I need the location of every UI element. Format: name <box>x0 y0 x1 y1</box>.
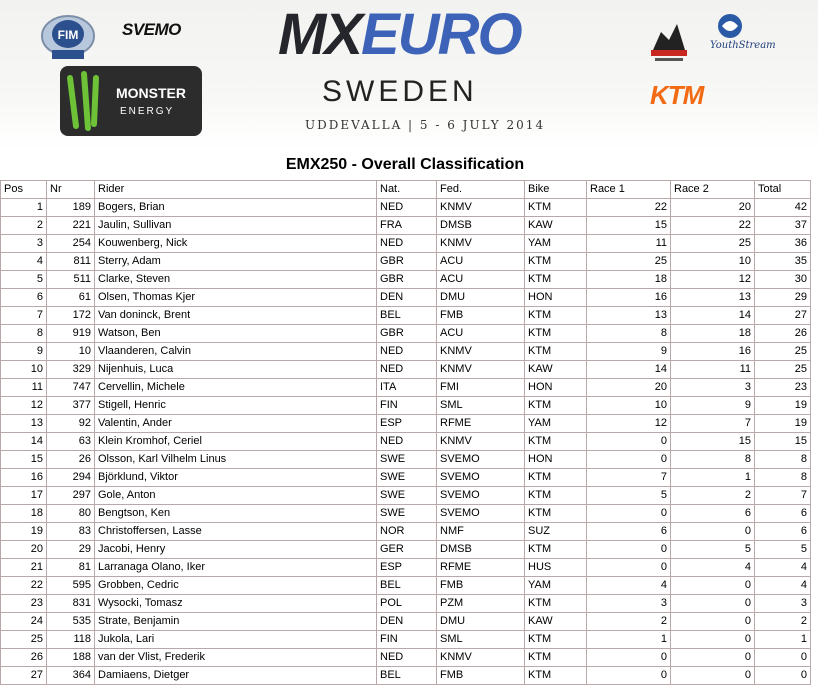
cell-nr: 63 <box>47 433 95 451</box>
svg-text:FIM: FIM <box>57 28 79 42</box>
cell-pos: 6 <box>1 289 47 307</box>
cell-bike: YAM <box>525 235 587 253</box>
cell-nr: 221 <box>47 217 95 235</box>
cell-fed: SML <box>437 397 525 415</box>
cell-fed: SVEMO <box>437 487 525 505</box>
cell-nat: BEL <box>377 307 437 325</box>
cell-nat: NED <box>377 199 437 217</box>
cell-bike: HON <box>525 451 587 469</box>
svg-text:MONSTER: MONSTER <box>116 85 186 101</box>
cell-race1: 16 <box>587 289 671 307</box>
cell-race2: 2 <box>671 487 755 505</box>
cell-nat: ITA <box>377 379 437 397</box>
table-row <box>1 667 811 685</box>
cell-bike: KTM <box>525 271 587 289</box>
monster-energy-logo <box>56 62 206 140</box>
cell-rider: Kouwenberg, Nick <box>95 235 377 253</box>
cell-fed: SVEMO <box>437 451 525 469</box>
cell-race2: 10 <box>671 253 755 271</box>
cell-rider: Gole, Anton <box>95 487 377 505</box>
cell-fed: RFME <box>437 415 525 433</box>
cell-nr: 595 <box>47 577 95 595</box>
cell-race1: 5 <box>587 487 671 505</box>
cell-race1: 1 <box>587 631 671 649</box>
table-row <box>1 433 811 451</box>
cell-total: 2 <box>755 613 811 631</box>
cell-fed: KNMV <box>437 361 525 379</box>
cell-rider: Grobben, Cedric <box>95 577 377 595</box>
cell-bike: KAW <box>525 361 587 379</box>
cell-nr: 511 <box>47 271 95 289</box>
cell-nr: 172 <box>47 307 95 325</box>
cell-total: 25 <box>755 361 811 379</box>
table-row <box>1 289 811 307</box>
cell-bike: KAW <box>525 217 587 235</box>
cell-race2: 0 <box>671 577 755 595</box>
cell-race1: 8 <box>587 325 671 343</box>
cell-total: 0 <box>755 667 811 685</box>
cell-nr: 329 <box>47 361 95 379</box>
cell-nat: SWE <box>377 487 437 505</box>
cell-pos: 15 <box>1 451 47 469</box>
table-row <box>1 649 811 667</box>
cell-race1: 0 <box>587 667 671 685</box>
column-header-rider: Rider <box>95 181 377 199</box>
cell-nr: 377 <box>47 397 95 415</box>
cell-fed: KNMV <box>437 235 525 253</box>
cell-nat: ESP <box>377 559 437 577</box>
cell-pos: 22 <box>1 577 47 595</box>
svg-text:ENERGY: ENERGY <box>120 106 175 117</box>
cell-nat: NED <box>377 433 437 451</box>
cell-total: 23 <box>755 379 811 397</box>
table-header-row <box>1 181 811 199</box>
cell-fed: FMB <box>437 667 525 685</box>
cell-bike: KTM <box>525 397 587 415</box>
cell-nr: 919 <box>47 325 95 343</box>
cell-total: 25 <box>755 343 811 361</box>
cell-race2: 1 <box>671 469 755 487</box>
cell-rider: Olsson, Karl Vilhelm Linus <box>95 451 377 469</box>
cell-race1: 20 <box>587 379 671 397</box>
cell-rider: Wysocki, Tomasz <box>95 595 377 613</box>
cell-pos: 24 <box>1 613 47 631</box>
column-header-fed: Fed. <box>437 181 525 199</box>
cell-rider: Bengtson, Ken <box>95 505 377 523</box>
table-row <box>1 523 811 541</box>
table-row <box>1 613 811 631</box>
cell-race1: 4 <box>587 577 671 595</box>
cell-nr: 81 <box>47 559 95 577</box>
cell-race2: 3 <box>671 379 755 397</box>
cell-fed: DMU <box>437 613 525 631</box>
cell-race1: 12 <box>587 415 671 433</box>
cell-nr: 29 <box>47 541 95 559</box>
cell-pos: 1 <box>1 199 47 217</box>
cell-bike: KAW <box>525 613 587 631</box>
cell-rider: Larranaga Olano, Iker <box>95 559 377 577</box>
cell-total: 8 <box>755 451 811 469</box>
cell-race1: 0 <box>587 649 671 667</box>
cell-race2: 22 <box>671 217 755 235</box>
cell-pos: 10 <box>1 361 47 379</box>
cell-nat: SWE <box>377 505 437 523</box>
cell-fed: KNMV <box>437 199 525 217</box>
cell-rider: Strate, Benjamin <box>95 613 377 631</box>
cell-pos: 20 <box>1 541 47 559</box>
cell-total: 5 <box>755 541 811 559</box>
cell-race1: 0 <box>587 505 671 523</box>
cell-nr: 297 <box>47 487 95 505</box>
cell-nr: 61 <box>47 289 95 307</box>
cell-nr: 811 <box>47 253 95 271</box>
cell-race1: 25 <box>587 253 671 271</box>
cell-fed: ACU <box>437 253 525 271</box>
cell-fed: PZM <box>437 595 525 613</box>
table-row <box>1 235 811 253</box>
cell-pos: 8 <box>1 325 47 343</box>
cell-bike: KTM <box>525 307 587 325</box>
cell-nat: BEL <box>377 577 437 595</box>
cell-pos: 13 <box>1 415 47 433</box>
column-header-pos: Pos <box>1 181 47 199</box>
cell-bike: KTM <box>525 325 587 343</box>
cell-pos: 21 <box>1 559 47 577</box>
cell-pos: 16 <box>1 469 47 487</box>
cell-rider: Damiaens, Dietger <box>95 667 377 685</box>
cell-pos: 14 <box>1 433 47 451</box>
cell-fed: SML <box>437 631 525 649</box>
cell-nr: 83 <box>47 523 95 541</box>
svemo-logo: SVEMO <box>122 20 181 39</box>
cell-fed: RFME <box>437 559 525 577</box>
cell-race2: 0 <box>671 595 755 613</box>
cell-race1: 14 <box>587 361 671 379</box>
cell-total: 19 <box>755 397 811 415</box>
cell-rider: Cervellin, Michele <box>95 379 377 397</box>
cell-nr: 831 <box>47 595 95 613</box>
cell-total: 6 <box>755 505 811 523</box>
cell-total: 1 <box>755 631 811 649</box>
cell-race2: 16 <box>671 343 755 361</box>
cell-pos: 3 <box>1 235 47 253</box>
cell-rider: Olsen, Thomas Kjer <box>95 289 377 307</box>
cell-race2: 0 <box>671 523 755 541</box>
cell-total: 42 <box>755 199 811 217</box>
cell-race2: 13 <box>671 289 755 307</box>
cell-race2: 14 <box>671 307 755 325</box>
cell-race1: 0 <box>587 433 671 451</box>
cell-race1: 18 <box>587 271 671 289</box>
column-header-nr: Nr <box>47 181 95 199</box>
country-title: SWEDEN <box>322 75 478 108</box>
cell-nr: 254 <box>47 235 95 253</box>
cell-rider: Clarke, Steven <box>95 271 377 289</box>
cell-total: 35 <box>755 253 811 271</box>
table-row <box>1 469 811 487</box>
cell-bike: HUS <box>525 559 587 577</box>
cell-fed: SVEMO <box>437 505 525 523</box>
cell-bike: KTM <box>525 487 587 505</box>
table-row <box>1 397 811 415</box>
cell-rider: Van doninck, Brent <box>95 307 377 325</box>
cell-nr: 189 <box>47 199 95 217</box>
youthstream-logo <box>700 12 788 54</box>
cell-rider: Nijenhuis, Luca <box>95 361 377 379</box>
cell-nat: NED <box>377 361 437 379</box>
cell-bike: KTM <box>525 469 587 487</box>
cell-nr: 294 <box>47 469 95 487</box>
cell-total: 4 <box>755 559 811 577</box>
cell-nat: NED <box>377 343 437 361</box>
cell-total: 3 <box>755 595 811 613</box>
cell-race1: 2 <box>587 613 671 631</box>
cell-pos: 25 <box>1 631 47 649</box>
cell-total: 29 <box>755 289 811 307</box>
cell-rider: Björklund, Viktor <box>95 469 377 487</box>
table-row <box>1 541 811 559</box>
cell-nat: NOR <box>377 523 437 541</box>
cell-race2: 7 <box>671 415 755 433</box>
cell-total: 4 <box>755 577 811 595</box>
cell-bike: KTM <box>525 649 587 667</box>
cell-rider: van der Vlist, Frederik <box>95 649 377 667</box>
cell-nat: ESP <box>377 415 437 433</box>
cell-pos: 26 <box>1 649 47 667</box>
cell-pos: 19 <box>1 523 47 541</box>
cell-race1: 11 <box>587 235 671 253</box>
cell-nat: DEN <box>377 289 437 307</box>
cell-bike: KTM <box>525 343 587 361</box>
cell-pos: 23 <box>1 595 47 613</box>
cell-nr: 188 <box>47 649 95 667</box>
cell-fed: ACU <box>437 271 525 289</box>
cell-nat: GBR <box>377 271 437 289</box>
cell-nat: SWE <box>377 451 437 469</box>
results-table <box>0 180 811 685</box>
table-row <box>1 271 811 289</box>
cell-race2: 6 <box>671 505 755 523</box>
cell-total: 7 <box>755 487 811 505</box>
cell-pos: 2 <box>1 217 47 235</box>
cell-race1: 0 <box>587 451 671 469</box>
event-header <box>0 0 818 150</box>
mx-text: MX <box>278 2 361 67</box>
cell-pos: 5 <box>1 271 47 289</box>
cell-total: 19 <box>755 415 811 433</box>
cell-race2: 0 <box>671 613 755 631</box>
cell-rider: Valentin, Ander <box>95 415 377 433</box>
cell-race1: 3 <box>587 595 671 613</box>
cell-race2: 18 <box>671 325 755 343</box>
cell-race2: 20 <box>671 199 755 217</box>
cell-nat: GER <box>377 541 437 559</box>
cell-pos: 11 <box>1 379 47 397</box>
cell-race2: 11 <box>671 361 755 379</box>
cell-race1: 7 <box>587 469 671 487</box>
fim-europe-logo <box>38 12 98 64</box>
cell-race2: 5 <box>671 541 755 559</box>
cell-total: 36 <box>755 235 811 253</box>
cell-nr: 118 <box>47 631 95 649</box>
cell-nat: NED <box>377 649 437 667</box>
cell-bike: YAM <box>525 577 587 595</box>
cell-nat: POL <box>377 595 437 613</box>
cell-nr: 80 <box>47 505 95 523</box>
cell-nr: 92 <box>47 415 95 433</box>
cell-race1: 13 <box>587 307 671 325</box>
cell-fed: FMB <box>437 577 525 595</box>
cell-race1: 6 <box>587 523 671 541</box>
cell-race2: 0 <box>671 631 755 649</box>
cell-nr: 364 <box>47 667 95 685</box>
cell-fed: KNMV <box>437 433 525 451</box>
event-dates: UDDEVALLA | 5 - 6 JULY 2014 <box>305 118 546 132</box>
cell-fed: FMB <box>437 307 525 325</box>
table-row <box>1 217 811 235</box>
euro-text: EURO <box>361 2 521 67</box>
table-row <box>1 199 811 217</box>
cell-bike: KTM <box>525 541 587 559</box>
table-row <box>1 361 811 379</box>
cell-fed: SVEMO <box>437 469 525 487</box>
table-row <box>1 325 811 343</box>
cell-nr: 10 <box>47 343 95 361</box>
cell-rider: Jukola, Lari <box>95 631 377 649</box>
cell-pos: 9 <box>1 343 47 361</box>
cell-race1: 22 <box>587 199 671 217</box>
cell-nat: GBR <box>377 325 437 343</box>
cell-bike: YAM <box>525 415 587 433</box>
table-row <box>1 595 811 613</box>
cell-bike: KTM <box>525 505 587 523</box>
cell-fed: DMU <box>437 289 525 307</box>
table-row <box>1 577 811 595</box>
cell-fed: DMSB <box>437 541 525 559</box>
cell-total: 27 <box>755 307 811 325</box>
table-row <box>1 451 811 469</box>
cell-total: 6 <box>755 523 811 541</box>
cell-rider: Jaulin, Sullivan <box>95 217 377 235</box>
cell-bike: SUZ <box>525 523 587 541</box>
cell-bike: KTM <box>525 433 587 451</box>
cell-race2: 0 <box>671 667 755 685</box>
column-header-race1: Race 1 <box>587 181 671 199</box>
cell-rider: Bogers, Brian <box>95 199 377 217</box>
cell-race2: 0 <box>671 649 755 667</box>
cell-nat: GBR <box>377 253 437 271</box>
cell-fed: FMI <box>437 379 525 397</box>
cell-nat: FIN <box>377 631 437 649</box>
cell-fed: ACU <box>437 325 525 343</box>
cell-race2: 4 <box>671 559 755 577</box>
cell-race2: 25 <box>671 235 755 253</box>
cell-nat: BEL <box>377 667 437 685</box>
cell-pos: 12 <box>1 397 47 415</box>
cell-bike: KTM <box>525 667 587 685</box>
cell-fed: KNMV <box>437 343 525 361</box>
cell-rider: Klein Kromhof, Ceriel <box>95 433 377 451</box>
cell-total: 15 <box>755 433 811 451</box>
cell-nr: 535 <box>47 613 95 631</box>
cell-rider: Stigell, Henric <box>95 397 377 415</box>
table-body <box>1 199 811 685</box>
cell-nat: FRA <box>377 217 437 235</box>
cell-rider: Sterry, Adam <box>95 253 377 271</box>
cell-race1: 0 <box>587 541 671 559</box>
mxeuro-logo <box>278 2 521 68</box>
cell-pos: 4 <box>1 253 47 271</box>
cell-bike: HON <box>525 289 587 307</box>
table-row <box>1 559 811 577</box>
cell-total: 0 <box>755 649 811 667</box>
cell-nr: 747 <box>47 379 95 397</box>
cell-race1: 10 <box>587 397 671 415</box>
cell-nat: DEN <box>377 613 437 631</box>
classification-title: EMX250 - Overall Classification <box>285 156 525 173</box>
cell-race2: 8 <box>671 451 755 469</box>
cell-bike: KTM <box>525 253 587 271</box>
cell-rider: Jacobi, Henry <box>95 541 377 559</box>
cell-race2: 15 <box>671 433 755 451</box>
table-row <box>1 343 811 361</box>
table-row <box>1 253 811 271</box>
cell-race1: 0 <box>587 559 671 577</box>
cell-pos: 7 <box>1 307 47 325</box>
cell-rider: Vlaanderen, Calvin <box>95 343 377 361</box>
cell-total: 37 <box>755 217 811 235</box>
cell-race1: 15 <box>587 217 671 235</box>
cell-bike: KTM <box>525 595 587 613</box>
uddevalla-logo <box>645 12 693 66</box>
column-header-race2: Race 2 <box>671 181 755 199</box>
cell-rider: Watson, Ben <box>95 325 377 343</box>
cell-fed: KNMV <box>437 649 525 667</box>
column-header-bike: Bike <box>525 181 587 199</box>
cell-total: 8 <box>755 469 811 487</box>
cell-pos: 18 <box>1 505 47 523</box>
cell-fed: DMSB <box>437 217 525 235</box>
table-row <box>1 505 811 523</box>
cell-race1: 9 <box>587 343 671 361</box>
table-row <box>1 415 811 433</box>
cell-bike: HON <box>525 379 587 397</box>
table-row <box>1 379 811 397</box>
cell-bike: KTM <box>525 199 587 217</box>
column-header-nat: Nat. <box>377 181 437 199</box>
cell-total: 30 <box>755 271 811 289</box>
table-row <box>1 631 811 649</box>
ktm-logo: KTM <box>650 80 704 110</box>
svg-text:YouthStream: YouthStream <box>710 40 776 51</box>
cell-pos: 17 <box>1 487 47 505</box>
cell-total: 26 <box>755 325 811 343</box>
column-header-total: Total <box>755 181 811 199</box>
cell-nr: 26 <box>47 451 95 469</box>
cell-fed: NMF <box>437 523 525 541</box>
cell-nat: NED <box>377 235 437 253</box>
cell-race2: 12 <box>671 271 755 289</box>
cell-rider: Christoffersen, Lasse <box>95 523 377 541</box>
cell-nat: FIN <box>377 397 437 415</box>
cell-pos: 27 <box>1 667 47 685</box>
cell-nat: SWE <box>377 469 437 487</box>
cell-bike: KTM <box>525 631 587 649</box>
table-row <box>1 307 811 325</box>
table-row <box>1 487 811 505</box>
cell-race2: 9 <box>671 397 755 415</box>
